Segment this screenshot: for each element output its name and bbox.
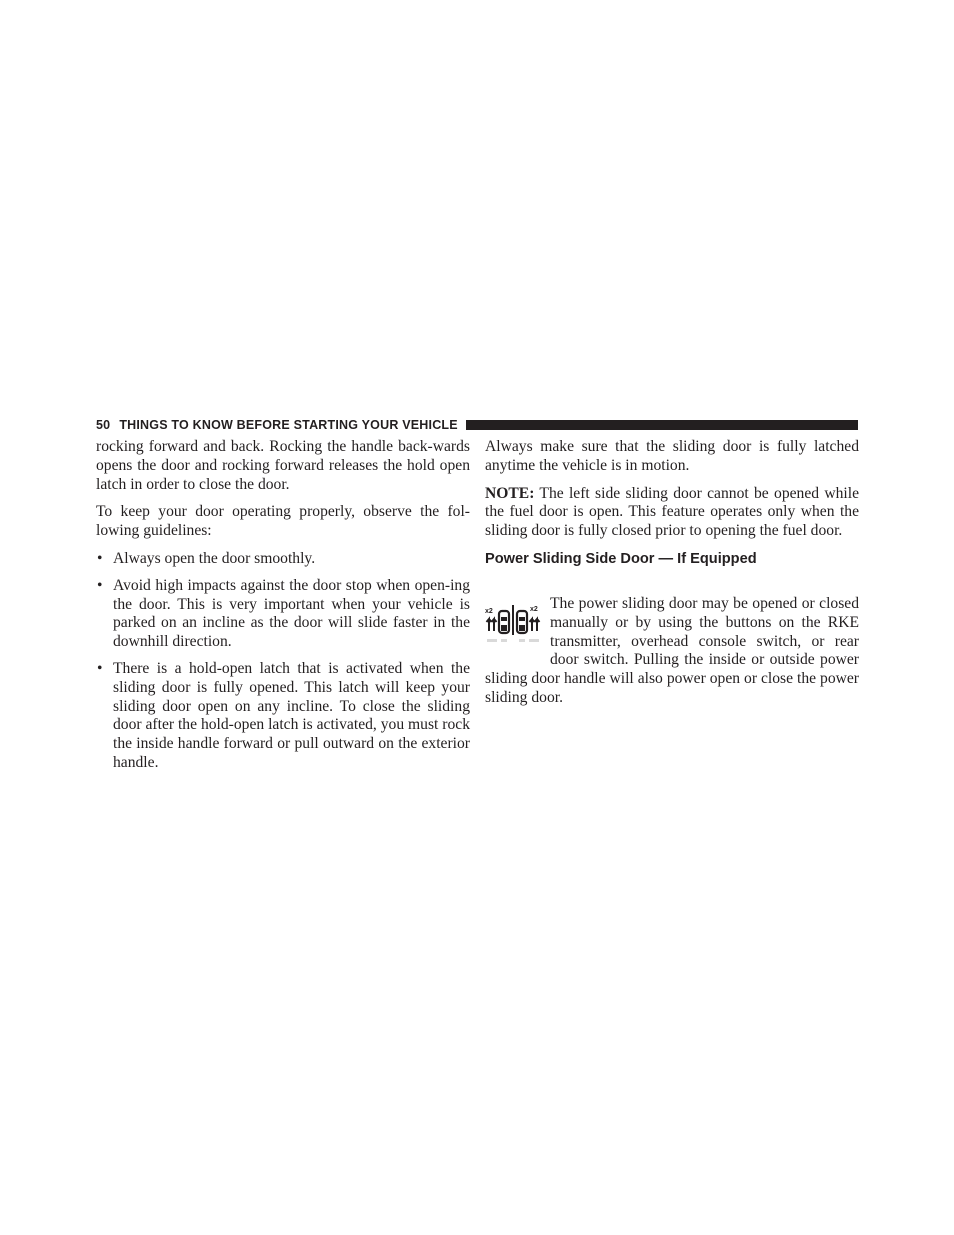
- page-number: 50: [96, 418, 111, 432]
- section-title: THINGS TO KNOW BEFORE STARTING YOUR VEHICLE: [119, 418, 458, 432]
- continued-paragraph: rocking forward and back. Rocking the handle back-wards opens the door and rocking forward releases the hold open latch in order to close the door.: [96, 438, 470, 493]
- page-header: [96, 417, 858, 433]
- note-paragraph: [485, 485, 859, 541]
- right-column: [485, 438, 859, 717]
- left-column: [96, 438, 470, 781]
- header-rule: [466, 420, 858, 430]
- list-item-text: Always open the door smoothly.: [113, 549, 316, 567]
- list-item: [96, 577, 470, 652]
- list-item-text: Avoid high impacts against the door stop when open-ing the door. This is very important when your vehicle is parked on an incline as the door will slide faster in the downhill direction.: [113, 576, 470, 651]
- list-item: [96, 550, 470, 569]
- icon-right-label: x2: [530, 605, 538, 613]
- subheading: Power Sliding Side Door — If Equipped: [485, 550, 757, 567]
- bullet-icon: •: [97, 549, 103, 567]
- latch-paragraph: Always make sure that the sliding door is fully latched anytime the vehicle is in motion.: [485, 438, 859, 474]
- icon-left-label: x2: [485, 607, 493, 615]
- power-door-paragraph: [485, 595, 859, 708]
- power-door-text: The power sliding door may be opened or closed manually or by using the buttons on the RKE transmitter, overhead console switch, or rear door switch. Pulling the inside or outside power sliding door handle will also power open or close the power sliding door.: [485, 594, 859, 706]
- bullet-icon: •: [97, 659, 103, 677]
- guidelines-list: [96, 550, 470, 773]
- guidelines-intro: To keep your door operating properly, observe the fol-lowing guidelines:: [96, 503, 470, 540]
- bullet-icon: •: [97, 576, 103, 594]
- list-item-text: There is a hold-open latch that is activated when the sliding door is fully opened. This latch will keep your sliding door open on any incline. To close the sliding door after the hold-open latch is activated, you must rock the inside handle forward or pull outward on the exterior handle.: [113, 659, 470, 771]
- note-text: The left side sliding door cannot be opened while the fuel door is open. This feature operates only when the sliding door is fully closed prior to opening the fuel door.: [485, 484, 859, 540]
- power-sliding-door-icon: [485, 601, 541, 655]
- note-label: NOTE:: [485, 484, 535, 502]
- list-item: [96, 660, 470, 773]
